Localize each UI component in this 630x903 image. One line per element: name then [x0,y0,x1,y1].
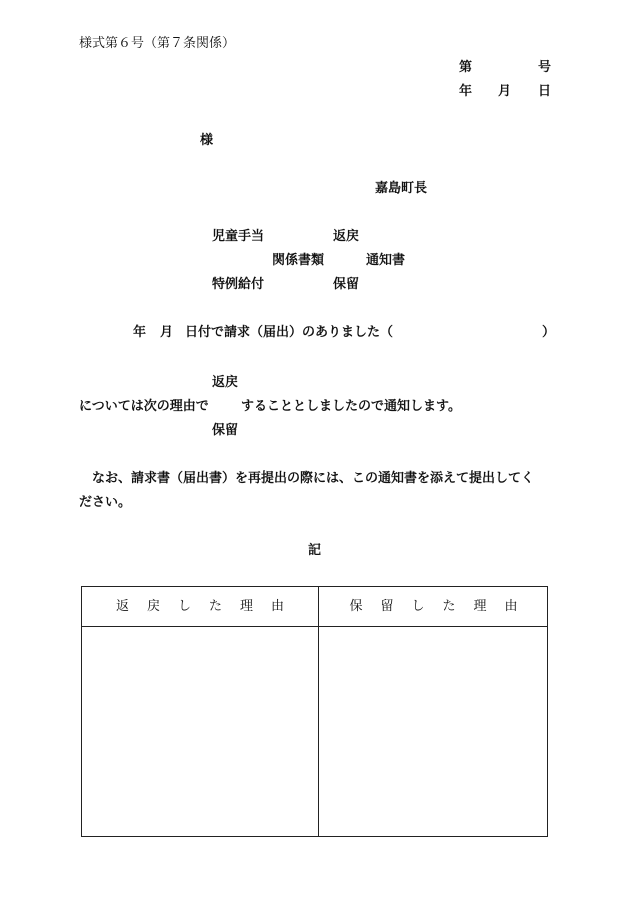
header-number-go: 号 [538,60,552,75]
body-choice-hold: 保留 [212,423,239,438]
form-number: 様式第６号（第７条関係） [79,36,236,51]
body-line1-year: 年 [133,325,147,340]
ki-label: 記 [308,543,322,558]
table-header-hold-reason: 保留した理由 [349,599,536,614]
table-header-return-reason: 返戻した理由 [115,599,302,614]
recipient-suffix: 様 [200,133,214,148]
header-date-day: 日 [538,84,552,99]
title-line1-right: 返戻 [333,229,360,244]
title-line2-left: 関係書類 [272,253,325,268]
body-line1-month: 月 [160,325,174,340]
body-line2-left: については次の理由で [79,399,209,414]
note-line1: なお、請求書（届出書）を再提出の際には、この通知書を添えて提出してく [92,471,535,486]
title-line3-left: 特例給付 [212,277,265,292]
reasons-table [81,586,548,837]
title-line2-right: 通知書 [366,253,406,268]
title-line1-left: 児童手当 [212,229,265,244]
header-date-month: 月 [498,84,512,99]
hold-reason-cell[interactable] [319,627,548,836]
body-choice-return: 返戻 [212,375,239,390]
body-line1-close: ） [542,325,556,340]
header-number-dai: 第 [459,60,473,75]
body-line1-text: 日付で請求（届出）のありました（ [185,325,394,340]
note-line2: ださい。 [79,495,132,510]
issuer: 嘉島町長 [375,181,428,196]
header-date-year: 年 [459,84,473,99]
return-reason-cell[interactable] [82,627,318,836]
title-line3-right: 保留 [333,277,360,292]
body-line2-right: することとしましたので通知します。 [241,399,461,414]
